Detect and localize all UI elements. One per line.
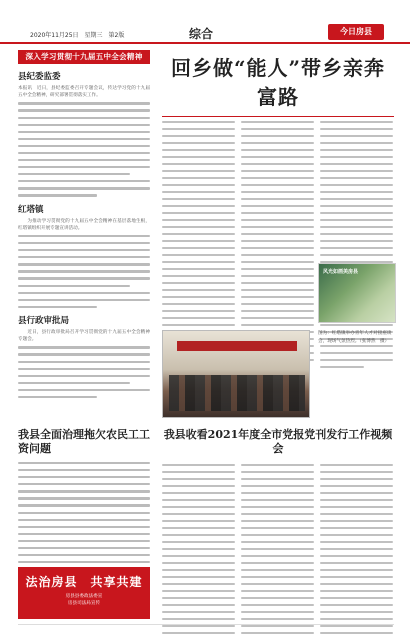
article-body [18,346,150,398]
page-footer-rule [18,624,394,625]
meeting-photo [162,330,310,418]
article-lead: 为推动学习贯彻党的十九届五中全会精神在基层落地生根，红塔镇组织开展专题宣讲活动。 [18,218,150,231]
ad-title: 法治房县 共享共建 [25,575,143,589]
article-body [18,102,150,196]
photo-caption: 图为：红塔镇举办青年人才对接座谈会，现场气氛热烈。（张博然 摄） [318,331,392,344]
article-body [162,464,394,638]
article-title: 县行政审批局 [18,315,70,326]
article-body [18,235,150,308]
column-banner: 深入学习贯彻十九届五中全会精神 [18,50,150,64]
article-wage [18,428,150,589]
divider [162,116,394,117]
section-title: 综合 [189,27,214,41]
photo-people [169,375,305,411]
article-lead: 近日，县行政审批局召开学习贯彻党的十九届五中全会精神专题会。 [18,329,150,343]
article-title: 红塔镇 [18,204,44,215]
article-video-meeting [162,428,394,638]
article-title: 县纪委监委 [18,72,61,82]
article-lead: 本报讯 近日，县纪委监委召开专题会议，传达学习党的十九届五中全会精神，研究部署贯彻落实工作。 [18,86,150,99]
article-title: 我县全面治理拖欠农民工工资问题 [18,428,150,455]
photo-caption: 风光如画美房县 [323,269,359,275]
landscape-photo [318,263,396,323]
page-header [0,0,410,44]
ad-sponsor: 房县县委政法委宣 [65,594,103,599]
issue-date: 2020年11月25日 星期三 第2版 [30,32,125,39]
ad-sponsor: 房县司法局宣传 [67,600,101,606]
public-service-ad [18,567,150,619]
headline: 回乡做“能人”带乡亲奔富路 [170,56,385,109]
newspaper-logo: 今日房县 [328,24,384,40]
left-column [18,50,150,403]
photo-banner [177,341,297,351]
article-title: 我县收看2021年度全市党报党刊发行工作视频会 [163,428,393,455]
